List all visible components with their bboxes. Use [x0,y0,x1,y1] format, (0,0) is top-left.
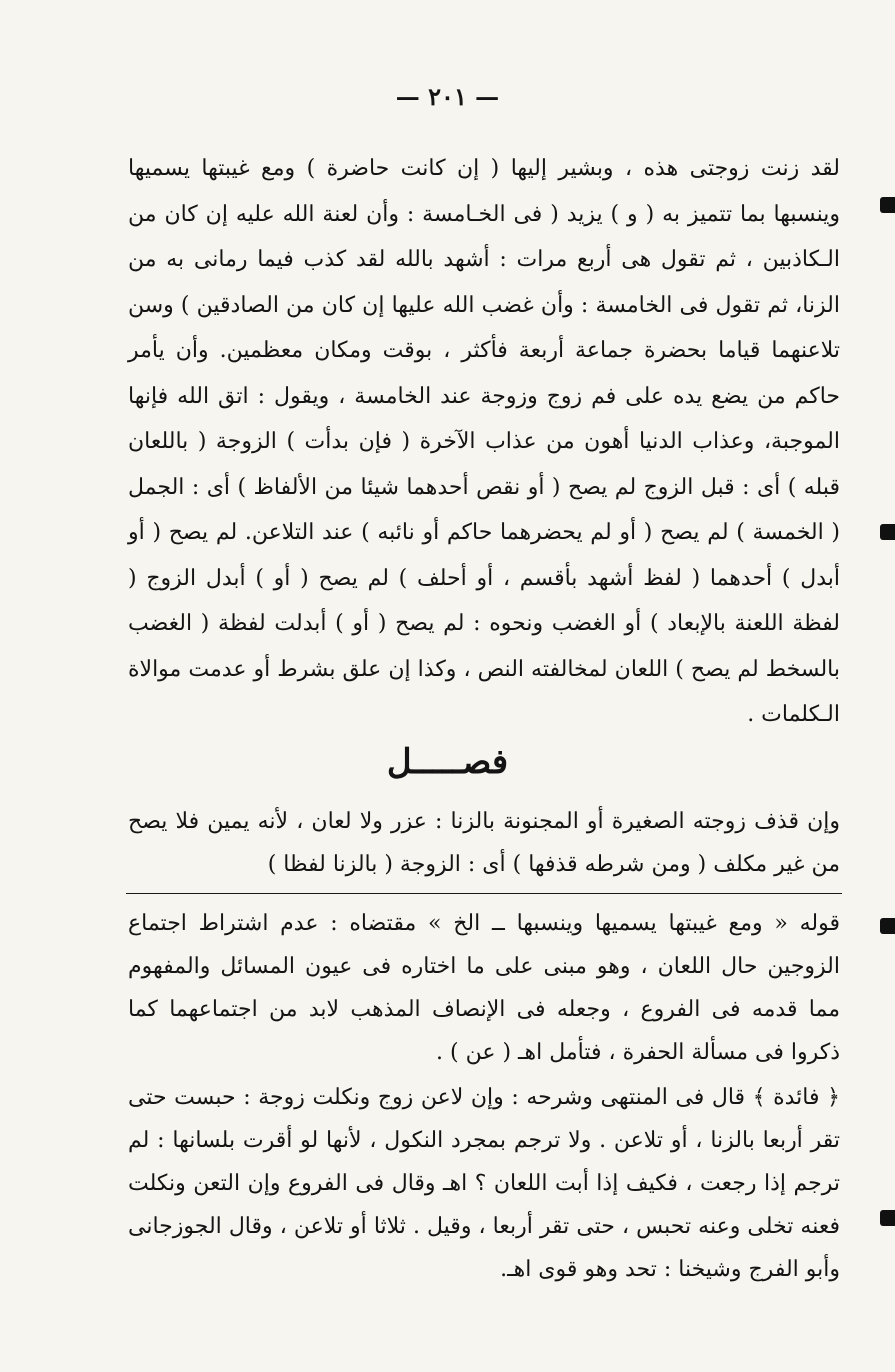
section-text: وإن قذف زوجته الصغيرة أو المجنونة بالزنا : عزر ولا لعان ، لأنه يمين فلا يصح من غير مكلف ( ومن شرطه قذفها ) أى : الزوجة ( بالزنا لفظا ) [128,809,840,877]
margin-mark [880,1210,895,1226]
main-text: لقد زنت زوجتى هذه ، وبشير إليها ( إن كانت حاضرة ) ومع غيبتها يسميها وينسبها بما تتميز به ( و ) يزيد ( فى الخـامسة : وأن لعنة الله عليه إن كان من الـكاذبين ، ثم تقول هى أربع مرات : أشهد بالله لقد كذب فيما رمانى به من الزنا، ثم تقول فى الخامسة : وأن غضب الله عليها إن كان من الصادقين ) وسن تلاعنهما قياما بحضرة جماعة أربعة فأكثر ، بوقت ومكان معظمين. وأن يأمر حاكم من يضع يده على فم زوج وزوجة عند الخامسة ، ويقول : اتق الله فإنها الموجبة، وعذاب الدنيا أهون من عذاب الآخرة ( فإن بدأت ) الزوجة ( باللعان قبله ) أى : قبل الزوج لم يصح ( أو نقص أحدهما شيئا من الألفاظ ) أى : الجمل ( الخمسة ) لم يصح ( أو لم يحضرهما حاكم أو نائبه ) عند التلاعن. لم يصح ( أو أبدل ) أحدهما ( لفظ أشهد بأقسم ، أو أحلف ) لم يصح ( أو ) أبدل الزوج ( لفظة اللعنة بالإبعاد ) أو الغضب ونحوه : لم يصح ( أو ) أبدلت لفظة ( الغضب بالسخط لم يصح ) اللعان لمخالفته النص ، وكذا إن علق بشرط أو عدمت موالاة الـكلمات . [128,156,841,727]
footnotes [128,902,840,1291]
footnote-2: ﴿ فائدة ﴾ قال فى المنتهى وشرحه : وإن لاعن زوج ونكلت زوجة : حبست حتى تقر أربعا بالزنا ، أو تلاعن . ولا ترجم بمجرد النكول ، لأنها لو أقرت بلسانها : لم ترجم إذا رجعت ، فكيف إذا أبت اللعان ؟ اهـ وقال فى الفروع وإن التعن ونكلت فعنه تخلى وعنه تحبس ، حتى تقر أربعا ، وقيل . ثلاثا أو تلاعن ، وقال الجوزجانى وأبو الفرج وشيخنا : تحد وهو قوى اهـ. [128,1085,840,1282]
margin-mark [880,197,895,213]
margin-mark [880,524,895,540]
footnote-1: قوله « ومع غيبتها يسميها وينسبها ــ الخ » مقتضاه : عدم اشتراط اجتماع الزوجين حال اللعان ، وهو مبنى على ما اختاره فى عيون المسائل والمفهوم مما قدمه فى الفروع ، وجعله فى الإنصاف المذهب لابد من اجتماعهما كما ذكروا فى مسألة الحفرة ، فتأمل اهـ ( عن ) . [128,911,840,1065]
footnote-divider [126,893,842,894]
section-heading: فصـــــل [386,742,509,782]
page-number: — ٢٠١ — [395,82,500,111]
margin-mark [880,918,895,934]
